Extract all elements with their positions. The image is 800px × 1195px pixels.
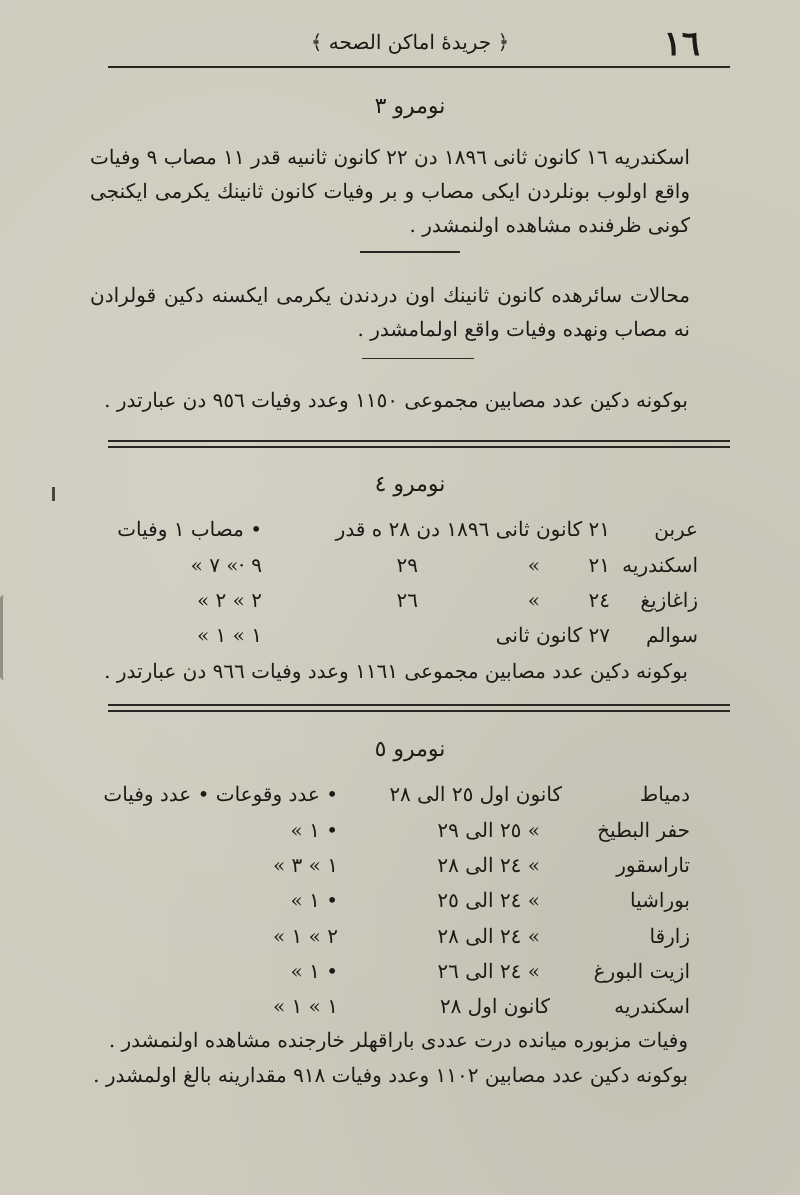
table-row-place: حفر البطيخ (597, 818, 690, 842)
table-row-ditto: » (527, 553, 540, 577)
section-3-paragraph-2: محالات سائرهده كانون ثانينك اون دردندن يكرمى ايكسنه دكين قولرادن نه مصاب ونهده وفيات واقع اولمامشدر . (90, 283, 690, 341)
section-3-total: بوكونه دكين عدد مصابين مجموعى ١١٥٠ وعدد وفيات ٩٥٦ دن عبارتدر . (104, 388, 688, 412)
table-row-day-end: ٢٦ (396, 588, 418, 612)
separator-short (360, 251, 460, 253)
table-row-date: ٢١ كانون ثانى ١٨٩٦ دن ٢٨ ه قدر (335, 517, 610, 541)
table-row-place: بوراشيا (630, 888, 690, 912)
table-row-cases: • ١ » (290, 959, 338, 983)
table-row-date: » ٢٥ الى ٢٩ (437, 818, 540, 842)
table-row-place: تاراسقور (616, 853, 690, 877)
table-row-cases: • ١ » (290, 888, 338, 912)
table-row-cases: • ١ » (290, 818, 338, 842)
table-row-place: سوالم (645, 623, 698, 647)
page-number: ١٦ (663, 24, 700, 64)
table-row-place: اسكندريه (622, 553, 698, 577)
section-3-paragraph-1: اسكندريه ١٦ كانون ثانى ١٨٩٦ دن ٢٢ كانون ثانىيه قدر ١١ مصاب ٩ وفيات واقع اولوب بونلردن ايكى مصاب و بر وفيات كانون ثانينك يكرمى ايكنجى كونى ظرفنده مشاهده اولنمشدر . (90, 145, 690, 237)
section-5-total: بوكونه دكين عدد مصابين ١١٠٢ وعدد وفيات ٩١٨ مقدارينه بالغ اولمشدر . (93, 1063, 688, 1087)
table-row-date: » ٢٤ الى ٢٨ (437, 853, 540, 877)
table-row-date: ٢٧ كانون ثانى (495, 623, 610, 647)
table-row-ditto: » (527, 588, 540, 612)
running-title: ﴿ جريدهٔ اماكن الصحه ﴾ (310, 30, 510, 54)
table-row-date: » ٢٤ الى ٢٨ (437, 924, 540, 948)
table-row-cases: • مصاب ١ وفيات (117, 517, 262, 541)
section-3-title: نومرو ٣ (374, 94, 446, 119)
table-row-date: » ٢٤ الى ٢٦ (437, 959, 540, 983)
table-row-cases: ١ » ١ » (196, 623, 262, 647)
table-row-cases: ٢ » ١ » (272, 924, 338, 948)
table-row-day: ٢١ (588, 553, 610, 577)
table-row-cases: ٩ ·» ٧ » (190, 553, 262, 577)
table-row-cases: • عدد وقوعات • عدد وفيات (103, 782, 338, 806)
table-row-cases: ١ » ١ » (272, 994, 338, 1018)
table-row-date: كانون اول ٢٨ (439, 994, 550, 1018)
section-5-note: وفيات مزبوره ميانده درت عددى باراقهلر خارجنده مشاهده اولنمشدر . (108, 1028, 688, 1052)
table-row-day-end: ٢٩ (396, 553, 418, 577)
section-4-total: بوكونه دكين عدد مصابين مجموعى ١١٦١ وعدد وفيات ٩٦٦ دن عبارتدر . (104, 659, 688, 683)
section-5-title: نومرو ٥ (374, 737, 446, 762)
section-rule-double (108, 704, 730, 712)
table-row-place: عربن (654, 517, 698, 541)
table-row-date: كانون اول ٢٥ الى ٢٨ (389, 782, 562, 806)
table-row-place: اسكندريه (614, 994, 690, 1018)
table-row-place: ازيت البورغ (593, 959, 690, 983)
table-row-place: زاغازيغ (640, 588, 698, 612)
table-row-cases: ٢ » ٢ » (196, 588, 262, 612)
table-row-date: » ٢٤ الى ٢٥ (437, 888, 540, 912)
table-row-place: دمياط (639, 782, 690, 806)
ink-speck (52, 487, 55, 501)
table-row-cases: ١ » ٣ » (272, 853, 338, 877)
section-rule-double (108, 440, 730, 448)
table-row-place: زارقا (649, 924, 690, 948)
separator-thin (362, 358, 474, 359)
header-rule (108, 66, 730, 68)
table-row-day: ٢٤ (588, 588, 610, 612)
section-4-title: نومرو ٤ (374, 472, 446, 497)
binding-mark (0, 595, 17, 680)
